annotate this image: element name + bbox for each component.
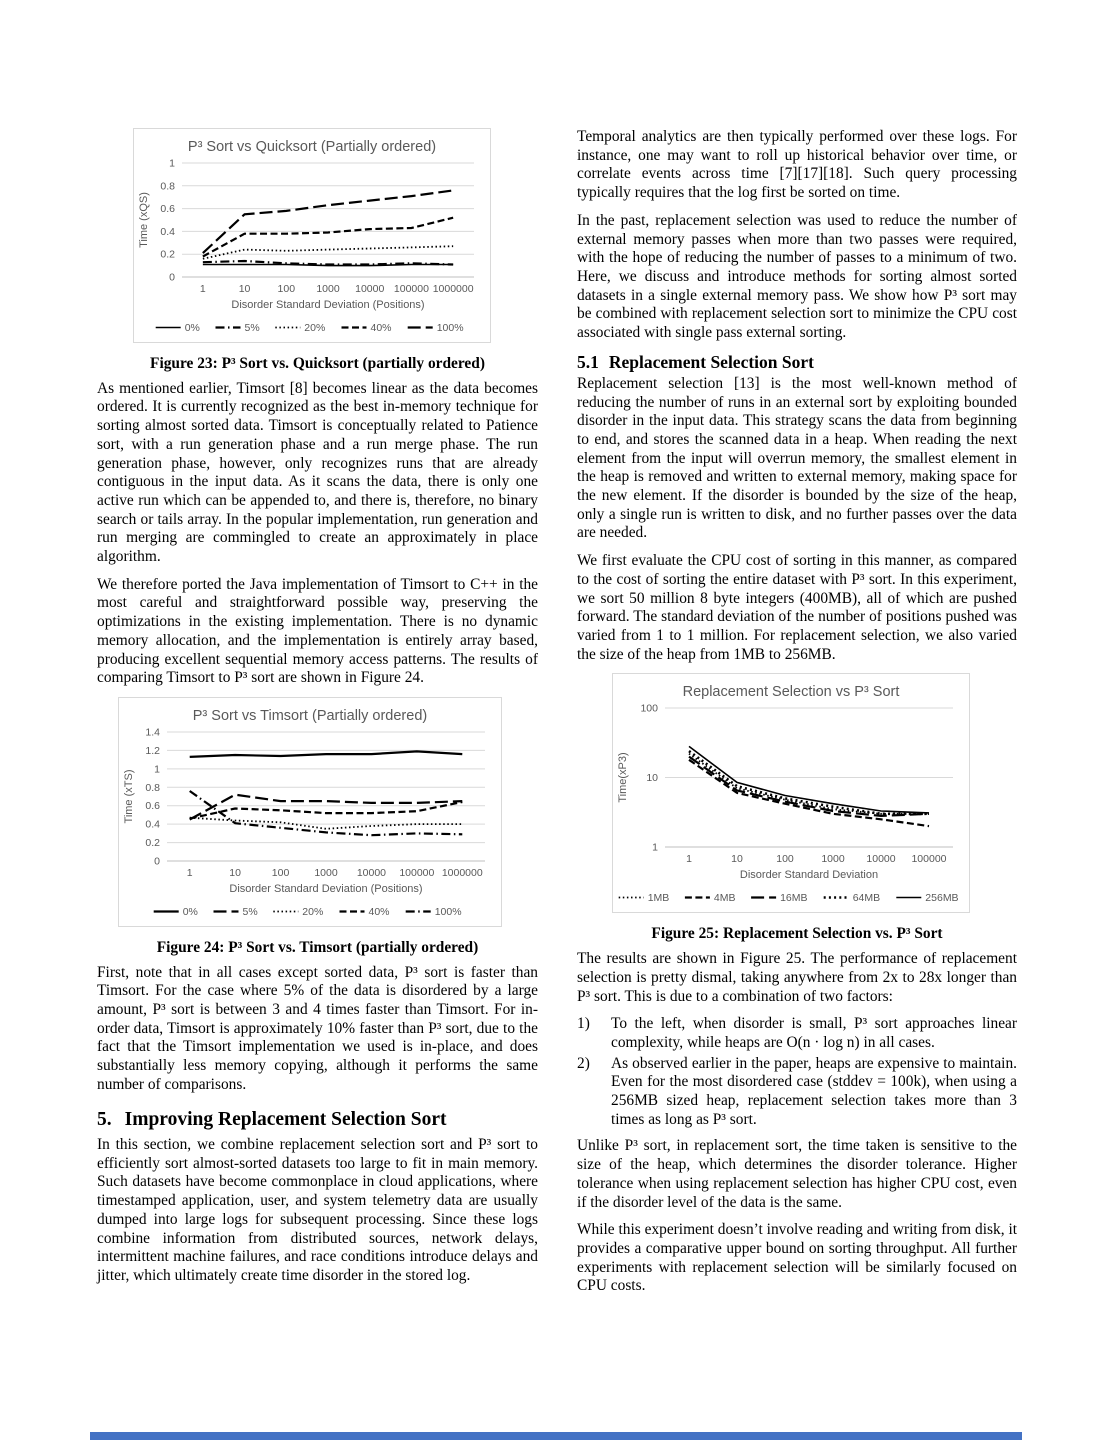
svg-text:40%: 40%: [368, 905, 390, 918]
svg-text:5%: 5%: [244, 322, 260, 334]
list-item: [577, 1055, 1017, 1130]
section-5-1-heading: [577, 352, 1017, 372]
svg-text:0.8: 0.8: [145, 781, 160, 794]
svg-text:1000000: 1000000: [441, 866, 483, 879]
svg-text:Time (xQS): Time (xQS): [138, 192, 150, 248]
figure24-caption: Figure 24: P³ Sort vs. Timsort (partially ordered): [156, 938, 479, 956]
svg-text:0.6: 0.6: [145, 800, 160, 813]
svg-text:10: 10: [229, 866, 241, 879]
figure23-caption: Figure 23: P³ Sort vs. Quicksort (partially ordered): [150, 355, 485, 372]
svg-text:Disorder Standard Deviation (P: Disorder Standard Deviation (Positions): [231, 299, 425, 311]
paragraph-cpu-focus: While this experiment doesn’t involve reading and writing from disk, it provides a comparative upper bound on sorting throughput. All further experiments with replacement selection will be similarly focused on CPU costs.: [577, 1221, 1017, 1295]
svg-text:40%: 40%: [370, 322, 392, 334]
figure25-caption: Figure 25: Replacement Selection vs. P³ Sort: [651, 925, 943, 943]
svg-text:10000: 10000: [355, 283, 385, 295]
section-5-number: 5.: [97, 1108, 112, 1130]
paragraph-timsort-intro: As mentioned earlier, Timsort [8] becomes linear as the data becomes ordered. It is currently recognized as the best in-memory technique for sorting almost sorted data. Timsort is conceptually related to Patience sort, with a run generation phase and a run merge phase. The run generation phase, however, only recognizes runs that are already contiguous in the input data. As it scans the data, there is only one active run which can be appended to, and there is, therefore, no binary search or tails array. In the popular implementation, run generation and run merging are commingled to create an approximately in place algorithm.: [97, 379, 538, 566]
svg-text:0.4: 0.4: [145, 818, 160, 831]
svg-text:1: 1: [169, 157, 175, 170]
svg-text:100000: 100000: [911, 853, 947, 866]
section-5-heading: [97, 1109, 538, 1131]
svg-text:1.4: 1.4: [145, 726, 160, 739]
paragraph-timsort-port: We therefore ported the Java implementation of Timsort to C++ in the most careful and straightforward possible way, preserving the optimizations in the existing implementation. There is no dynamic memory allocation, and the implementation is entirely array based, producing excellent sequential memory access patterns. The results of comparing Timsort to P³ sort are shown in Figure 24.: [97, 575, 538, 687]
svg-text:100: 100: [277, 283, 296, 295]
factor-list: [577, 1015, 1017, 1129]
figure24-chart: [118, 697, 502, 927]
svg-text:1.2: 1.2: [145, 744, 160, 757]
svg-text:0.4: 0.4: [160, 225, 175, 238]
svg-text:0.8: 0.8: [160, 180, 175, 193]
svg-text:100: 100: [271, 866, 290, 879]
list-item-text: As observed earlier in the paper, heaps are expensive to maintain. Even for the most disordered case (stddev = 100k), when using a 256MB sized heap, replacement selection takes more than 3 times as long as P³ sort.: [611, 1054, 1017, 1128]
paragraph-section5-intro: In this section, we combine replacement selection sort and P³ sort to efficiently sort almost-sorted datasets too large to fit in main memory. Such datasets have become commonplace in cloud applications, where timestamped application, user, and system telemetry data are usually dumped into large logs for subsequent processing. Since these logs combine information from distributed sources, network delays, intermittent machine failures, and race conditions introduce delays and jitter, which ultimately create time disorder in the stored log.: [97, 1136, 538, 1284]
svg-text:1MB: 1MB: [647, 892, 670, 905]
left-column: [97, 128, 538, 1295]
svg-text:0: 0: [154, 855, 160, 868]
svg-text:100: 100: [640, 702, 658, 715]
svg-text:16MB: 16MB: [780, 892, 808, 905]
svg-text:1: 1: [186, 866, 193, 879]
svg-text:0.2: 0.2: [145, 837, 160, 850]
figure23-chart: [133, 128, 491, 343]
figure25-chart: [612, 673, 970, 913]
section-5-1-number: 5.1: [577, 351, 599, 372]
list-item: [577, 1015, 1017, 1052]
svg-text:Disorder Standard Deviation (P: Disorder Standard Deviation (Positions): [229, 882, 423, 895]
svg-text:256MB: 256MB: [925, 892, 959, 905]
svg-text:P³ Sort vs Quicksort (Partiall: P³ Sort vs Quicksort (Partially ordered): [187, 139, 437, 155]
section-5-title: Improving Replacement Selection Sort: [124, 1108, 447, 1130]
svg-text:100: 100: [776, 853, 794, 866]
list-item-marker: 1): [577, 1015, 590, 1033]
svg-text:Time (xTS): Time (xTS): [123, 769, 135, 824]
svg-text:0.6: 0.6: [160, 203, 175, 216]
svg-text:10: 10: [646, 772, 658, 785]
svg-text:20%: 20%: [302, 905, 324, 918]
svg-text:1: 1: [652, 841, 658, 854]
svg-text:Time(xP3): Time(xP3): [617, 752, 629, 804]
svg-text:Disorder Standard Deviation: Disorder Standard Deviation: [739, 869, 879, 882]
svg-text:1: 1: [686, 853, 692, 866]
section-5-1-title: Replacement Selection Sort: [608, 351, 814, 372]
svg-text:1000: 1000: [316, 283, 340, 295]
svg-text:100%: 100%: [436, 322, 464, 334]
svg-text:0.2: 0.2: [160, 248, 175, 261]
svg-text:100%: 100%: [434, 905, 462, 918]
svg-text:0%: 0%: [184, 322, 200, 334]
svg-text:Replacement Selection vs P³ So: Replacement Selection vs P³ Sort: [682, 684, 900, 701]
svg-text:4MB: 4MB: [713, 892, 736, 905]
svg-text:P³ Sort vs Timsort (Partially: P³ Sort vs Timsort (Partially ordered): [192, 707, 428, 724]
right-column: [577, 128, 1017, 1305]
svg-text:0: 0: [169, 271, 175, 284]
svg-text:10: 10: [731, 853, 743, 866]
svg-text:20%: 20%: [304, 322, 326, 334]
svg-text:100000: 100000: [399, 866, 435, 879]
svg-text:10000: 10000: [356, 866, 387, 879]
paragraph-replacement-selection: Replacement selection [13] is the most well-known method of reducing the number of runs in an external sort by exploiting bounded disorder in the input data. This strategy scans the data from beginning to end, and stores the scanned data in a heap. When reading the next element from the input will overrun memory, the smallest element in the heap is removed and written to external memory, making space for the new element. If the disorder is bounded by the size of the heap, only a single run is written to disk, and no further passes over the data are needed.: [577, 374, 1017, 542]
svg-text:64MB: 64MB: [852, 892, 881, 905]
svg-text:10: 10: [238, 283, 251, 295]
svg-text:1000: 1000: [821, 853, 845, 866]
svg-text:0%: 0%: [182, 905, 198, 918]
svg-text:1000: 1000: [314, 866, 338, 879]
paragraph-replacement-past: In the past, replacement selection was used to reduce the number of external memory passes when more than two passes were required, with the hope of reducing the number of passes to a minimum of two. Here, we discuss and introduce methods for sorting almost sorted datasets in a single external memory pass. We show how P³ sort may be combined with replacement selection sort to minimize the CPU cost associated with single pass external sorting.: [577, 211, 1017, 342]
svg-text:1: 1: [154, 763, 160, 776]
svg-text:1: 1: [199, 283, 206, 295]
list-item-text: To the left, when disorder is small, P³ sort approaches linear complexity, while heaps are O(n · log n) in all cases.: [611, 1015, 1017, 1051]
footer-accent-bar: [90, 1432, 1022, 1440]
svg-text:5%: 5%: [242, 905, 258, 918]
svg-text:10000: 10000: [866, 853, 896, 866]
paragraph-temporal-analytics: Temporal analytics are then typically performed over these logs. For instance, one may want to roll up historical behavior over time, or correlate events across time [7][17][18]. Such query processing typically requires that the log first be sorted on time.: [577, 128, 1017, 202]
list-item-marker: 2): [577, 1054, 590, 1072]
paragraph-heap-sensitivity: Unlike P³ sort, in replacement sort, the time taken is sensitive to the size of the heap, which determines the disorder tolerance. Higher tolerance when using replacement selection has higher CPU cost, even if the disorder level of the data is the same.: [577, 1137, 1017, 1211]
paragraph-figure25-results: The results are shown in Figure 25. The performance of replacement selection is pretty dismal, taking anywhere from 2x to 28x longer than P³ sort. This is due to a combination of two factors:: [577, 950, 1017, 1005]
svg-text:100000: 100000: [393, 283, 429, 295]
paragraph-cpu-evaluation: We first evaluate the CPU cost of sorting in this manner, as compared to the cost of sorting the entire dataset with P³ sort. In this experiment, we sort 50 million 8 byte integers (400MB), all of which are pushed forward. The standard deviation of the number of positions pushed was varied from 1 to 1 million. For replacement selection, we also varied the size of the heap from 1MB to 256MB.: [577, 552, 1017, 663]
paragraph-timsort-results: First, note that in all cases except sorted data, P³ sort is faster than Timsort. For the case where 5% of the data is disordered by a large amount, P³ sort is between 3 and 4 times faster than Timsort. For in-order data, Timsort is approximately 10% faster than P³ sort, due to the fact that the Timsort implementation we used is in-place, and does substantially less memory copying, although it performs the same number of comparisons.: [97, 963, 538, 1093]
svg-text:1000000: 1000000: [432, 283, 474, 295]
